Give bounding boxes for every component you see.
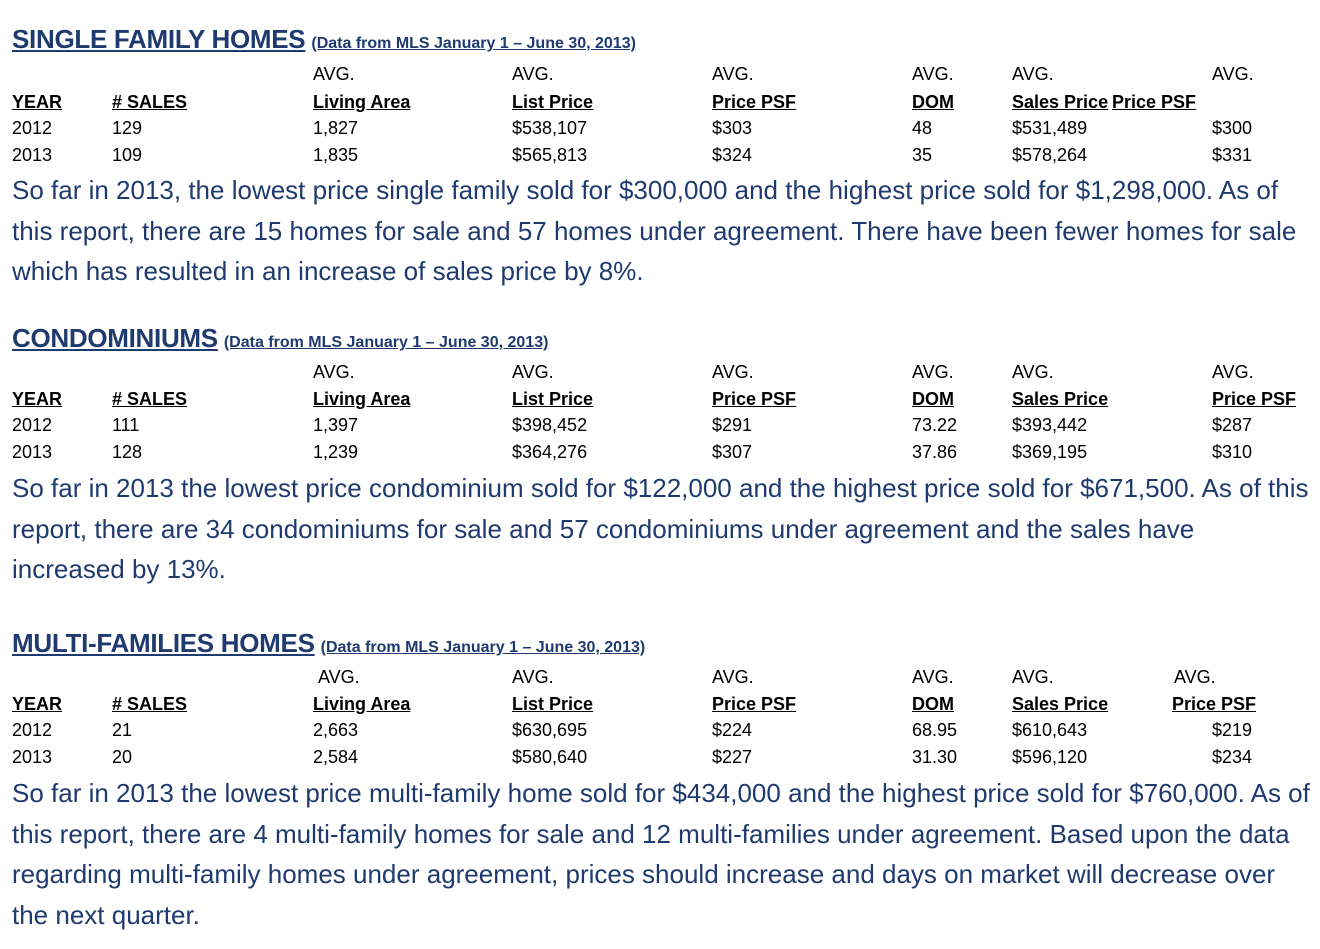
section-title: MULTI-FAMILIES HOMES [12,628,315,658]
table-cell: $219 [1212,720,1253,740]
table-cell: $324 [712,145,753,165]
column-header-living-area: Living Area [313,389,411,409]
table-cell: 128 [112,442,143,462]
table-cell: $234 [1212,747,1253,767]
table-cell: 2013 [12,747,53,767]
table-cell: 1,827 [313,118,359,138]
column-header-living-area: Living Area [313,694,411,714]
table-cell: 37.86 [912,442,958,462]
avg-label: AVG. [512,362,554,382]
column-header-price-psf: Price PSF [712,92,797,112]
table-cell: $224 [712,720,753,740]
column-header-sales: # SALES [112,92,188,112]
column-header-price-psf: Price PSF [712,389,797,409]
table-cell: $227 [712,747,753,767]
section-title: CONDOMINIUMS [12,323,218,353]
avg-label: AVG. [1012,64,1054,84]
column-header-list-price: List Price [512,694,594,714]
column-header-sales-price: Sales Price [1012,694,1109,714]
table-cell: $596,120 [1012,747,1088,767]
column-header-year: YEAR [12,389,63,409]
table-cell: $303 [712,118,753,138]
column-header-sales: # SALES [112,694,188,714]
avg-label: AVG. [1212,362,1254,382]
table-cell: 2012 [12,720,53,740]
column-header-year: YEAR [12,92,63,112]
column-header-year: YEAR [12,694,63,714]
column-header-living-area: Living Area [313,92,411,112]
table-cell: $565,813 [512,145,588,165]
table-cell: 2,584 [313,747,359,767]
avg-label: AVG. [912,667,954,687]
table-cell: $398,452 [512,415,588,435]
avg-label: AVG. [1212,64,1254,84]
table-cell: 2012 [12,415,53,435]
table-cell: $369,195 [1012,442,1088,462]
avg-label: AVG. [912,64,954,84]
table-cell: 48 [912,118,933,138]
avg-label: AVG. [1174,667,1216,687]
table-cell: $307 [712,442,753,462]
section-summary-paragraph: So far in 2013, the lowest price single family sold for $300,000 and the highest price sold for $1,298,000. As of this report, there are 15 homes for sale and 57 homes under agreement. There have been fewer homes for sale which has resulted in an increase of sales price by 8%. [12,175,1297,286]
section-source: (Data from MLS January 1 – June 30, 2013) [223,334,549,351]
column-header-dom: DOM [912,389,954,409]
column-header-dom: DOM [912,694,954,714]
table-cell: 2013 [12,442,53,462]
table-cell: $393,442 [1012,415,1088,435]
avg-label: AVG. [313,64,355,84]
table-cell: $580,640 [512,747,588,767]
table-cell: $310 [1212,442,1253,462]
table-cell: $331 [1212,145,1253,165]
table-cell: $630,695 [512,720,588,740]
table-cell: $531,489 [1012,118,1088,138]
table-cell: 111 [112,415,140,435]
avg-label: AVG. [712,64,754,84]
section-summary-paragraph: So far in 2013 the lowest price multi-family home sold for $434,000 and the highest price sold for $760,000. As of this report, there are 4 multi-family homes for sale and 12 multi-families under agreement. Based upon the data regarding multi-family homes under agreement, prices should increase and days on market will decrease over the next quarter. [12,778,1310,930]
column-header-list-price: List Price [512,92,594,112]
section-source: (Data from MLS January 1 – June 30, 2013) [311,35,636,52]
table-cell: 73.22 [912,415,958,435]
section-title: SINGLE FAMILY HOMES [12,24,306,54]
section-heading-multi-families [12,628,645,659]
table-cell: $291 [712,415,753,435]
avg-label: AVG. [712,362,754,382]
table-cell: 35 [912,145,933,165]
avg-label: AVG. [313,362,355,382]
column-header-sales: # SALES [112,389,188,409]
table-cell: $364,276 [512,442,588,462]
table-cell: 20 [112,747,133,767]
column-header-sales-price: Sales Price [1012,92,1109,112]
table-cell: 2012 [12,118,53,138]
table-cell: 2013 [12,145,53,165]
table-cell: $287 [1212,415,1253,435]
table-cell: 2,663 [313,720,359,740]
column-header-sales-price: Sales Price [1012,389,1109,409]
section-heading-single-family [12,24,636,55]
table-cell: $610,643 [1012,720,1088,740]
table-cell: $538,107 [512,118,588,138]
avg-label: AVG. [912,362,954,382]
avg-label: AVG. [1012,667,1054,687]
table-cell: 1,239 [313,442,359,462]
avg-label: AVG. [712,667,754,687]
avg-label: AVG. [1012,362,1054,382]
section-heading-condominiums [12,323,548,354]
section-summary-paragraph: So far in 2013 the lowest price condominium sold for $122,000 and the highest price sold for $671,500. As of this report, there are 34 condominiums for sale and 57 condominiums under agreement and the sales have increased by 13%. [12,473,1309,584]
avg-label: AVG. [318,667,360,687]
column-header-sale-price-psf: Price PSF [1112,92,1197,112]
table-cell: 68.95 [912,720,958,740]
column-header-sale-price-psf: Price PSF [1172,694,1257,714]
column-header-list-price: List Price [512,389,594,409]
column-header-dom: DOM [912,92,954,112]
section-source: (Data from MLS January 1 – June 30, 2013) [320,639,646,656]
avg-label: AVG. [512,64,554,84]
column-header-price-psf: Price PSF [712,694,797,714]
column-header-sale-price-psf: Price PSF [1212,389,1297,409]
table-cell: 129 [112,118,143,138]
avg-label: AVG. [512,667,554,687]
table-cell: $578,264 [1012,145,1088,165]
table-cell: 1,835 [313,145,359,165]
table-cell: 1,397 [313,415,359,435]
table-cell: $300 [1212,118,1253,138]
table-cell: 21 [112,720,133,740]
table-cell: 109 [112,145,143,165]
table-cell: 31.30 [912,747,958,767]
